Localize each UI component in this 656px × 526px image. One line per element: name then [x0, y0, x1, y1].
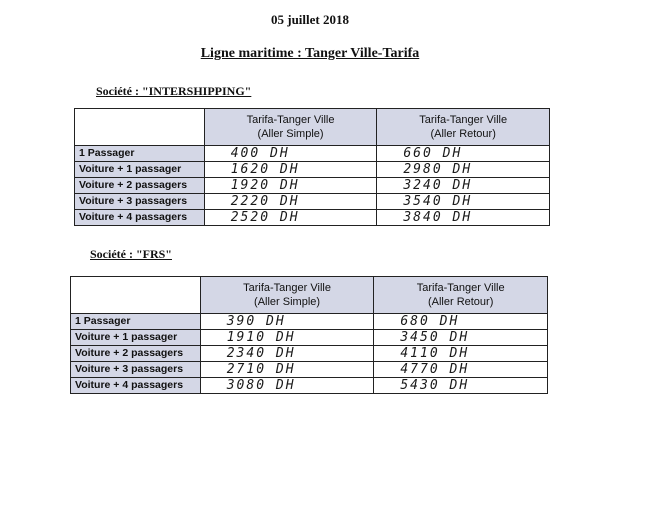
column-header-subline: (Aller Retour): [427, 296, 494, 308]
fare-retour: 2980 DH: [377, 162, 550, 178]
document-date: 05 juillet 2018: [271, 12, 349, 27]
fare-retour: 660 DH: [377, 146, 550, 162]
table-row: [75, 162, 550, 178]
row-label: Voiture + 1 passager: [75, 162, 205, 178]
table-row: [71, 346, 548, 362]
fare-retour: 3450 DH: [374, 330, 548, 346]
fare-simple: 3080 DH: [200, 378, 374, 394]
column-header-subline: (Aller Simple): [257, 128, 324, 140]
fare-retour: 3540 DH: [377, 194, 550, 210]
company-label-intershipping: Société : "INTERSHIPPING": [96, 84, 252, 98]
row-label: Voiture + 1 passager: [71, 330, 201, 346]
fare-simple: 2340 DH: [200, 346, 374, 362]
fare-simple: 1620 DH: [204, 162, 377, 178]
table-row: [75, 210, 550, 226]
column-header-line: Tarifa-Tanger Ville: [243, 282, 331, 294]
table-row: [75, 146, 550, 162]
column-header-subline: (Aller Simple): [254, 296, 321, 308]
table-row: [75, 178, 550, 194]
table-row: [71, 330, 548, 346]
row-label: Voiture + 3 passagers: [75, 194, 205, 210]
row-label: Voiture + 4 passagers: [71, 378, 201, 394]
fare-simple: 1920 DH: [204, 178, 377, 194]
column-header-aller-retour: [377, 109, 550, 146]
route-title: Ligne maritime : Tanger Ville-Tarifa: [200, 46, 420, 61]
row-label: 1 Passager: [71, 314, 201, 330]
header-blank-cell: [71, 277, 201, 314]
fare-retour: 3840 DH: [377, 210, 550, 226]
row-label: 1 Passager: [75, 146, 205, 162]
table-row: [71, 362, 548, 378]
column-header-line: Tarifa-Tanger Ville: [246, 114, 335, 126]
fare-retour: 3240 DH: [377, 178, 550, 194]
fare-retour: 5430 DH: [374, 378, 548, 394]
fare-simple: 2520 DH: [204, 210, 377, 226]
table-row: [75, 194, 550, 210]
table-header-row: [71, 277, 548, 314]
column-header-subline: (Aller Retour): [430, 128, 496, 140]
row-label: Voiture + 4 passagers: [75, 210, 205, 226]
company-label-frs: Société : "FRS": [90, 247, 172, 261]
column-header-aller-retour: [374, 277, 548, 314]
row-label: Voiture + 2 passagers: [75, 178, 205, 194]
table-row: [71, 378, 548, 394]
fare-retour: 4770 DH: [374, 362, 548, 378]
column-header-aller-simple: [204, 109, 377, 146]
row-label: Voiture + 3 passagers: [71, 362, 201, 378]
fare-simple: 2710 DH: [200, 362, 374, 378]
fare-retour: 4110 DH: [374, 346, 548, 362]
table-row: [71, 314, 548, 330]
fare-table-frs: [70, 276, 548, 394]
fare-retour: 680 DH: [374, 314, 548, 330]
table-header-row: [75, 109, 550, 146]
column-header-line: Tarifa-Tanger Ville: [416, 282, 505, 294]
fare-simple: 1910 DH: [200, 330, 374, 346]
fare-simple: 390 DH: [200, 314, 374, 330]
fare-simple: 2220 DH: [204, 194, 377, 210]
row-label: Voiture + 2 passagers: [71, 346, 201, 362]
column-header-aller-simple: [200, 277, 374, 314]
header-blank-cell: [75, 109, 205, 146]
fare-table-intershipping: [74, 108, 550, 226]
column-header-line: Tarifa-Tanger Ville: [419, 114, 508, 126]
fare-simple: 400 DH: [204, 146, 377, 162]
